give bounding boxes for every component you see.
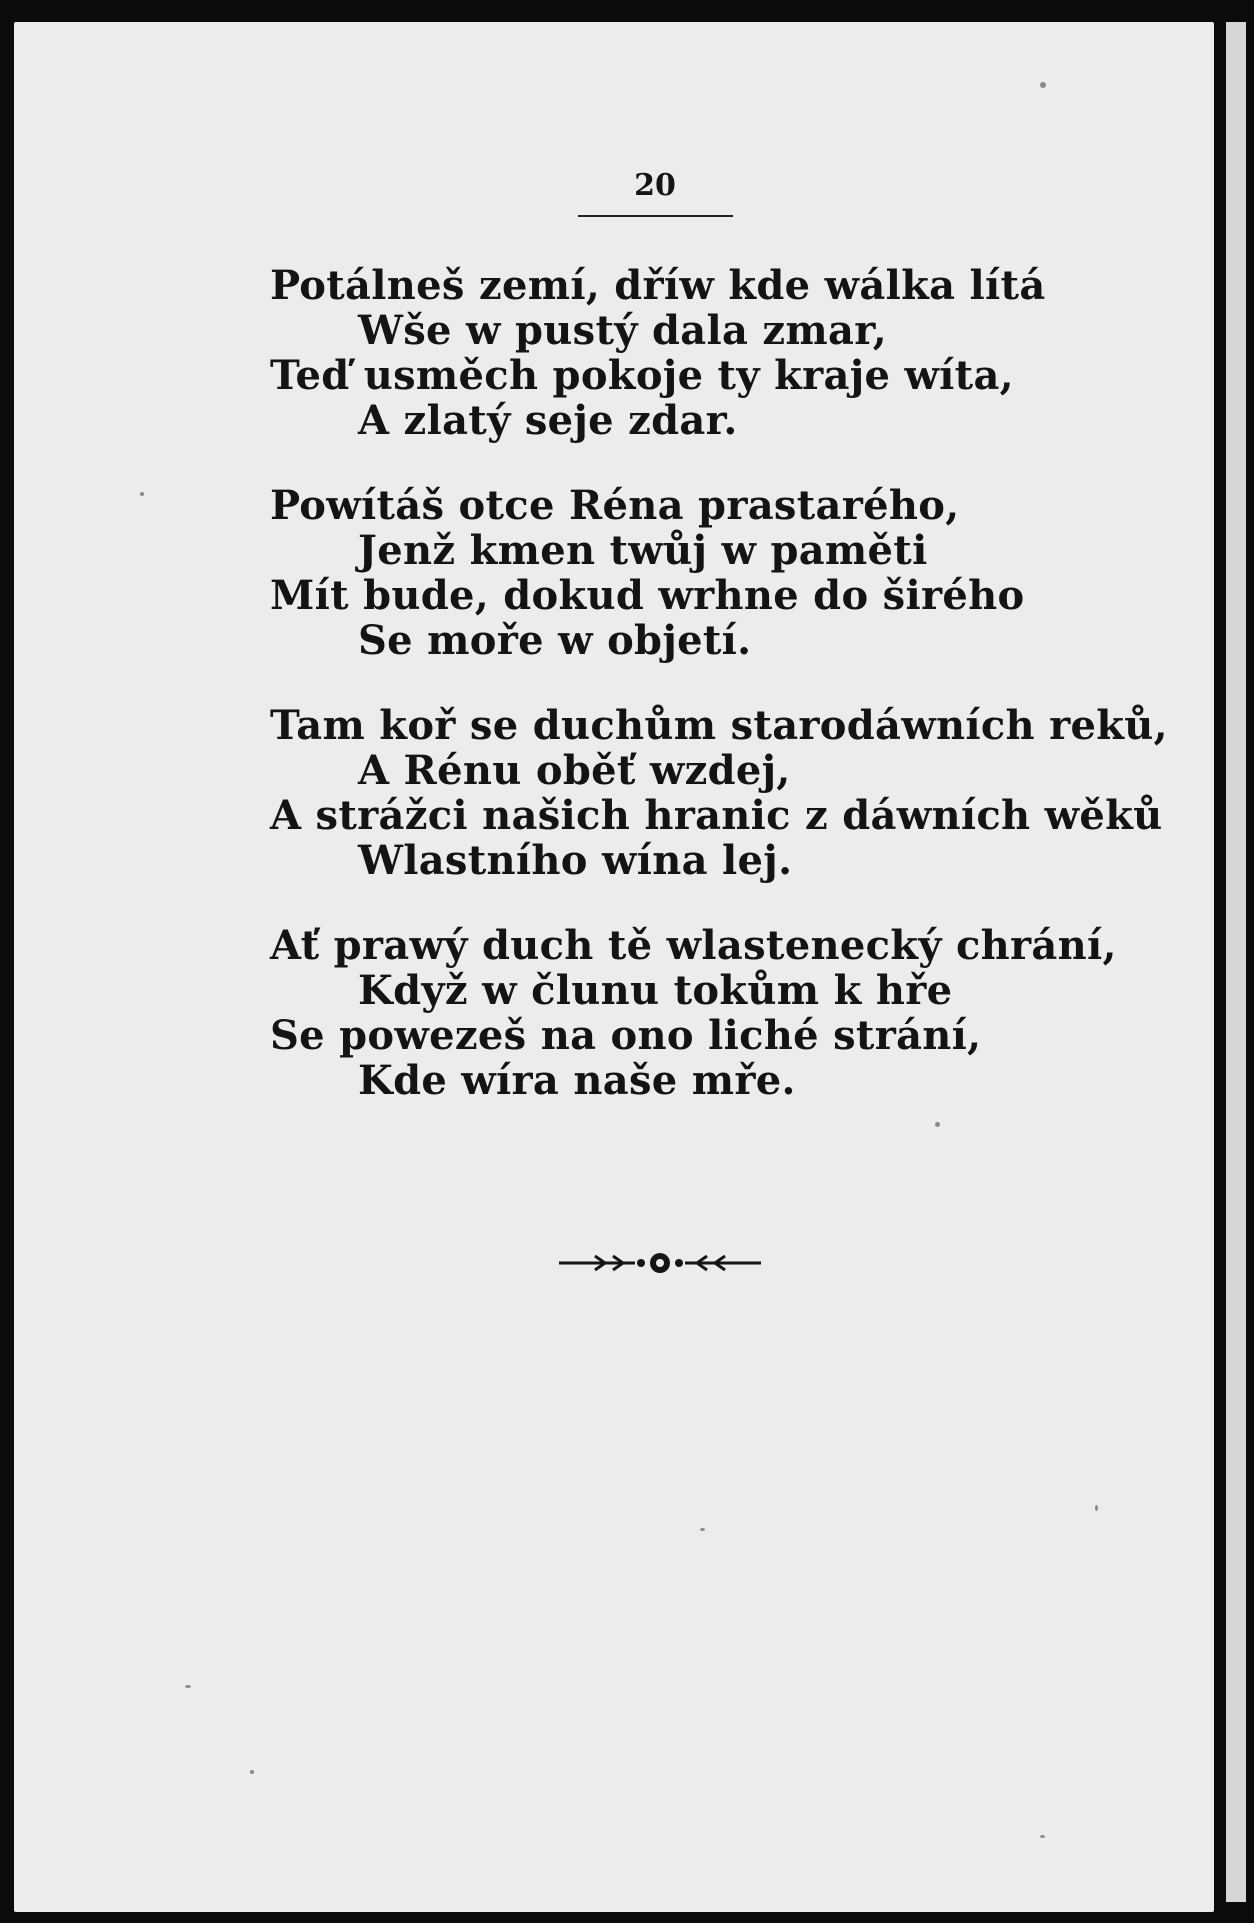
verse-line: Wše w pustý dala zmar, xyxy=(358,307,887,354)
page-number-rule xyxy=(578,215,733,217)
paper-speck xyxy=(700,1528,705,1531)
next-page-edge xyxy=(1226,22,1246,1902)
paper-speck xyxy=(1095,1505,1098,1511)
spine-gap xyxy=(1214,0,1226,1923)
stanza xyxy=(270,922,1117,1104)
verse-line: A strážci našich hranic z dáwních wěků xyxy=(270,792,1163,839)
decorative-divider-icon xyxy=(555,1243,765,1283)
paper-speck xyxy=(1040,1835,1045,1838)
verse-line: A Rénu oběť wzdej, xyxy=(358,747,791,794)
verse-line: Mít bude, dokud wrhne do širého xyxy=(270,572,1025,619)
page-number: 20 xyxy=(634,168,676,203)
verse-line: Se powezeš na ono liché strání, xyxy=(270,1012,982,1059)
verse-line: Potálneš zemí, dříw kde wálka lítá xyxy=(270,262,1046,309)
stanza xyxy=(270,263,1090,443)
verse-line: A zlatý seje zdar. xyxy=(358,397,738,444)
stanza xyxy=(270,483,1090,663)
verse-line: Powítáš otce Réna prastarého, xyxy=(270,482,960,529)
paper-speck xyxy=(935,1122,940,1127)
stanza xyxy=(270,702,1168,884)
verse-line: Jenž kmen twůj w paměti xyxy=(358,527,928,574)
verse-line: Ať prawý duch tě wlastenecký chrání, xyxy=(270,922,1117,969)
verse-line: Wlastního wína lej. xyxy=(358,837,793,884)
verse-line: Se moře w objetí. xyxy=(358,617,752,664)
verse-line: Teď usměch pokoje ty kraje wíta, xyxy=(270,352,1014,399)
verse-line: Kde wíra naše mře. xyxy=(358,1057,796,1104)
paper-speck xyxy=(1040,82,1046,88)
verse-line: Když w člunu tokům k hře xyxy=(358,967,953,1014)
paper-speck xyxy=(140,492,144,496)
paper-speck xyxy=(250,1770,254,1774)
paper-speck xyxy=(185,1685,191,1688)
verse-line: Tam koř se duchům starodáwních reků, xyxy=(270,702,1168,749)
